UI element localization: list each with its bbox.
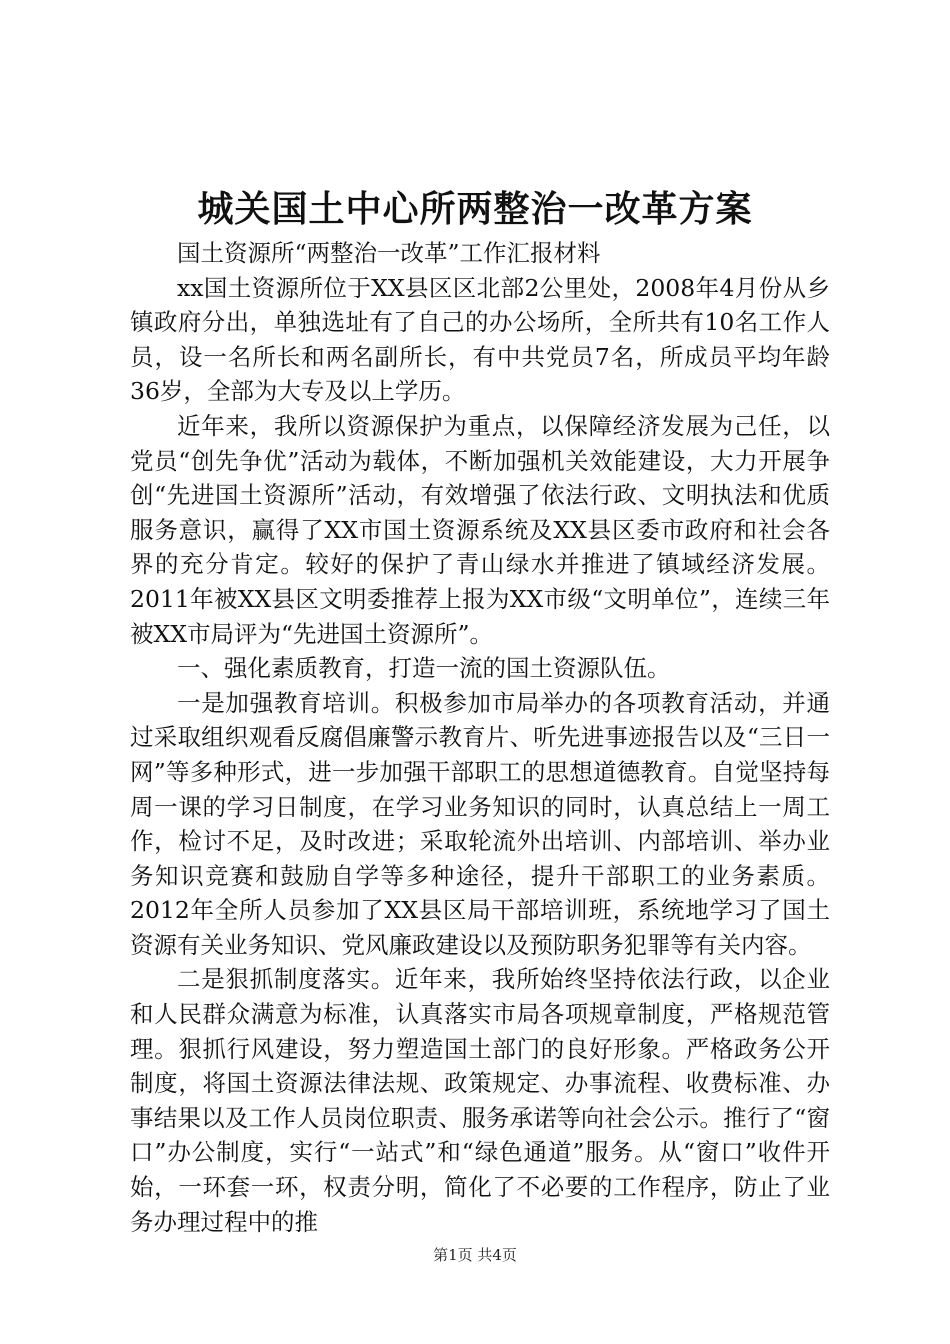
paragraph-education: 一是加强教育培训。积极参加市局举办的各项教育活动，并通过采取组织观看反腐倡廉警示教育片、听先进事迹报告以及“三日一网”等多种形式，进一步加强干部职工的思想道德教育。自觉坚持每周一课的学习日制度，在学习业务知识的同时，认真总结上一周工作，检讨不足，及时改进；采取轮流外出培训、内部培训、举办业务知识竞赛和鼓励自学等多种途径，提升干部职工的业务素质。2012年全所人员参加了XX县区局干部培训班，系统地学习了国土资源有关业务知识、党风廉政建设以及预防职务犯罪等有关内容。: [130, 688, 830, 959]
paragraph-intro: xx国土资源所位于XX县区区北部2公里处，2008年4月份从乡镇政府分出，单独选址有了自己的办公场所，全所共有10名工作人员，设一名所长和两名副所长，有中共党员7名，所成员平均年龄36岁，全部为大专及以上学历。: [130, 273, 830, 406]
page-footer: 第1页 共4页: [433, 1246, 517, 1264]
paragraph-subtitle: 国土资源所“两整治一改革”工作汇报材料: [177, 239, 601, 267]
paragraph-system: 二是狠抓制度落实。近年来，我所始终坚持依法行政，以企业和人民群众满意为标准，认真落实市局各项规章制度，严格规范管理。狠抓行风建设，努力塑造国土部门的良好形象。严格政务公开制度，将国土资源法律法规、政策规定、办事流程、收费标准、办事结果以及工作人员岗位职责、服务承诺等向社会公示。推行了“窗口”办公制度，实行“一站式”和“绿色通道”服务。从“窗口”收件开始，一环套一环，权责分明，简化了不必要的工作程序，防止了业务办理过程中的推: [130, 965, 830, 1236]
section-heading-1: 一、强化素质教育，打造一流的国土资源队伍。: [177, 654, 671, 683]
paragraph-overview: 近年来，我所以资源保护为重点，以保障经济发展为己任，以党员“创先争优”活动为载体，不断加强机关效能建设，大力开展争创“先进国土资源所”活动，有效增强了依法行政、文明执法和优质服务意识，赢得了XX市国土资源系统及XX县区委市政府和社会各界的充分肯定。较好的保护了青山绿水并推进了镇域经济发展。2011年被XX县区文明委推荐上报为XX市级“文明单位”，连续三年被XX市局评为“先进国土资源所”。: [130, 411, 830, 648]
document-title: 城关国土中心所两整治一改革方案: [197, 188, 753, 230]
document-body: [130, 236, 830, 1239]
